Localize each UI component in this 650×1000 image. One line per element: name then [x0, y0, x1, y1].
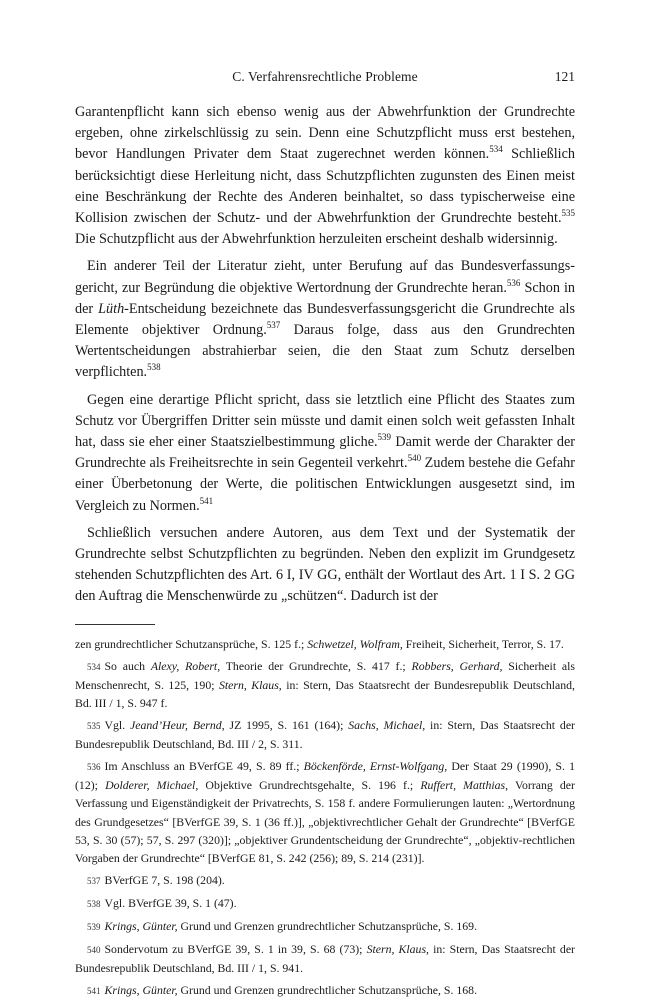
section-title: C. Verfahrensrechtliche Probleme — [232, 69, 418, 84]
italic-text: Krings, Günter, — [104, 983, 178, 998]
italic-text: Lüth — [98, 300, 125, 317]
footnotes — [75, 635, 575, 1000]
body-paragraph — [75, 256, 575, 383]
italic-text: Sachs, Michael, — [348, 718, 426, 733]
text-run: So auch — [104, 658, 151, 673]
text-run: Schließlich berücksichtigt diese Herleitung nicht, dass Schutzpflichten zugunsten des Einen meist eine Beschränkung der Rechte des Anderen beinhaltet, so dass typischerweise eine Kollision zwischen der Schutz- und der Abwehrfunktion der Grundrechte besteht. — [75, 146, 575, 227]
footnote — [75, 981, 575, 1000]
text-run: Garantenpflicht kann sich ebenso wenig aus der Abwehrfunktion der Grundrechte ergeben, ohne zirkelschlüssig zu sein. Denn eine Schutzpflicht muss erst bestehen, bevor Handlungen Privater dem Staat zugerechnet werden können. — [75, 104, 575, 163]
footnote-marker: 541 — [199, 495, 214, 506]
body-paragraph — [75, 102, 575, 250]
footnote — [75, 757, 575, 867]
footnote — [75, 940, 575, 977]
text-run: in: Stern, Das Staatsrecht der Bundesrepublik Deutschland, Bd. III / 2, S. 311. — [75, 718, 575, 752]
text-run: Gegen eine derartige Pflicht spricht, dass sie letztlich eine Pflicht des Staates zum Schutz vor Übergriffen Dritter sein müsste und damit einen solch weit gefassten Inhalt hat, dass sie eher einer Staatszielbestimmung gliche. — [75, 391, 575, 451]
footnote-number: 541 — [87, 986, 101, 997]
text-run: Der Staat 29 (1990), S. 1 (12); — [75, 759, 575, 793]
italic-text: Krings, Günter, — [104, 918, 178, 933]
italic-text: Alexy, Robert, — [150, 658, 221, 673]
footnote — [75, 635, 575, 653]
footnote-marker: 535 — [561, 208, 575, 219]
text-run: Schon in der — [75, 279, 575, 317]
footnote — [75, 716, 575, 753]
text-run: BVerfGE 7, S. 198 (204). — [104, 872, 225, 887]
footnote — [75, 871, 575, 890]
text-run: Ein anderer Teil der Literatur zieht, unter Berufung auf das Bundesverfassungsgericht, zur Begründung die objektive Wertordnung der Grundrechte heran. — [75, 258, 575, 296]
footnote — [75, 657, 575, 712]
footnote-number: 534 — [87, 661, 101, 672]
footnote-marker: 537 — [266, 320, 281, 331]
italic-text: Schwetzel, Wolfram, — [307, 636, 403, 651]
italic-text: Stern, Klaus, — [218, 677, 282, 692]
text-run: in: Stern, Das Staatsrecht der Bundesrepublik Deutschland, Bd. III / 1, S. 941. — [75, 942, 575, 976]
italic-text: Dolderer, Michael, — [105, 778, 199, 793]
text-run: zen grundrechtlicher Schutzansprüche, S. 125 f.; — [75, 636, 308, 651]
text-run: Im Anschluss an BVerfGE 49, S. 89 ff.; — [104, 759, 304, 774]
running-head — [75, 68, 575, 90]
text-run: Daraus folge, dass aus den Grundrechten Wertentscheidungen abstrahierbar seien, die den Staat zum Schutz derselben verpflichten. — [75, 322, 575, 381]
footnote-number: 537 — [87, 875, 101, 886]
footnote-marker: 540 — [407, 453, 422, 464]
text-run: Schließlich versuchen andere Autoren, aus dem Text und der Systematik der Grundrechte selbst Schutzpflichten zu begründen. Neben den explizit im Grundgesetz stehenden Schutzpflichten des Art. 6 I, IV GG, enthält der Wortlaut des Art. 1 I S. 2 GG den Auftrag die Menschenwürde zu „schützen“. Dadurch ist der — [75, 524, 575, 605]
page-number: 121 — [554, 69, 575, 84]
text-run: Vgl. — [104, 718, 131, 733]
body-text — [75, 102, 575, 608]
text-run: Grund und Grenzen grundrechtlicher Schutzansprüche, S. 169. — [177, 918, 478, 933]
text-run: Freiheit, Sicherheit, Terror, S. 17. — [402, 636, 564, 651]
text-run: Grund und Grenzen grundrechtlicher Schutzansprüche, S. 168. — [177, 983, 478, 998]
footnote — [75, 917, 575, 936]
footnote-number: 536 — [87, 762, 101, 773]
text-run: Zudem bestehe die Gefahr einer Überbetonung der Werte, die politischen Entwicklungen ausgesetzt sind, im Vergleich zu Normen. — [75, 455, 575, 514]
footnote — [75, 894, 575, 913]
text-run: Theorie der Grundrechte, S. 417 f.; — [220, 658, 412, 673]
italic-text: Stern, Klaus, — [366, 942, 429, 957]
body-paragraph — [75, 523, 575, 608]
footnote-number: 539 — [87, 921, 101, 932]
footnote-marker: 534 — [489, 144, 503, 155]
text-run: Vgl. BVerfGE 39, S. 1 (47). — [104, 895, 237, 910]
text-run: Sicherheit als Menschenrecht, S. 125, 190; — [75, 658, 575, 692]
footnote-number: 535 — [87, 721, 101, 732]
text-run: -Entscheidung bezeichnete das Bundesverfassungsgericht die Grundrechte als Elemente objektiver Ordnung. — [75, 300, 575, 339]
text-run: in: Stern, Das Staatsrecht der Bundesrepublik Deutschland, Bd. III / 1, S. 947 f. — [75, 677, 576, 710]
book-page — [75, 68, 575, 1000]
footnote-number: 538 — [87, 898, 101, 909]
italic-text: Robbers, Gerhard, — [411, 658, 503, 673]
footnote-number: 540 — [87, 945, 101, 956]
text-run: Die Schutzpflicht aus der Abwehrfunktion herzuleiten erscheint deshalb widersinnig. — [75, 231, 558, 248]
italic-text: Ruffert, Matthias, — [420, 778, 509, 793]
text-run: Sondervotum zu BVerfGE 39, S. 1 in 39, S. 68 (73); — [104, 942, 367, 957]
text-run: Vorrang der Verfassung und Eigenständigkeit der Privatrechts, S. 158 f. andere Formulierungen lauten: „Wertordnung des Grundgesetzes“ [BVerfGE 39, S. 1 (36 ff.)], „objektivrechtlicher Gehalt der Grundrechte“ [BVerfGE 53, S. 30 (57); 57, S. 297 (320)]; „objektiver Grundentscheidung der Grundrechte“, „objektiv-rechtlichen Vorgaben der Grundrechte“ [BVerfGE 81, S. 242 (256); 89, S. 214 (231)]. — [75, 778, 575, 865]
footnote-separator — [75, 624, 155, 625]
footnote-marker: 538 — [147, 362, 161, 373]
footnote-marker: 539 — [377, 432, 392, 443]
footnote-marker: 536 — [506, 277, 521, 288]
text-run: Damit werde der Charakter der Grundrechte als Freiheitsrechte in sein Gegenteil verkehrt. — [75, 434, 575, 472]
body-paragraph — [75, 390, 575, 517]
italic-text: Böckenförde, Ernst-Wolfgang, — [303, 759, 448, 774]
text-run: Objektive Grundrechtsgehalte, S. 196 f.; — [198, 778, 421, 793]
italic-text: Jeand’Heur, Bernd, — [130, 718, 225, 733]
text-run: JZ 1995, S. 161 (164); — [224, 718, 349, 733]
